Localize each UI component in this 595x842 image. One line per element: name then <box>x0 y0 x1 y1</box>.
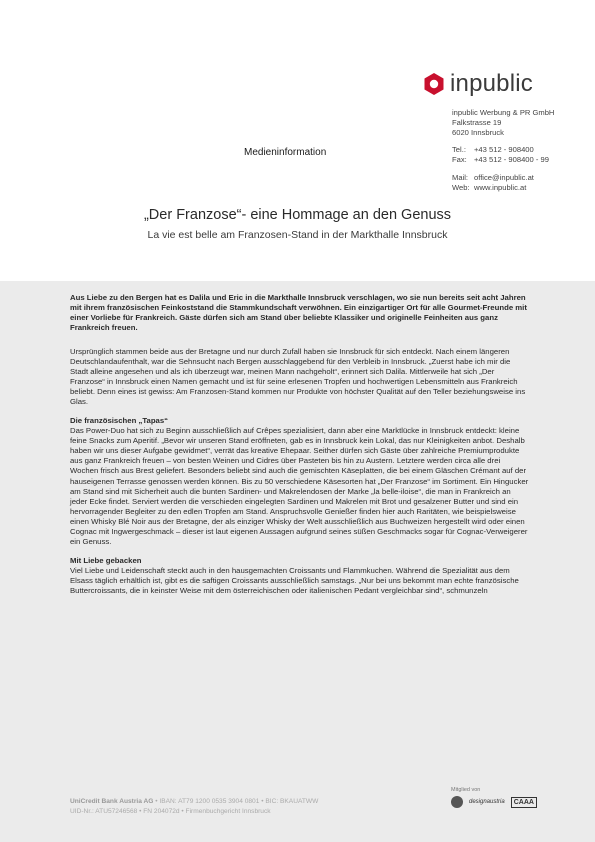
city: 6020 Innsbruck <box>452 127 504 137</box>
designaustria-logo: designaustria <box>469 799 505 805</box>
web-label: Web: <box>452 182 470 192</box>
page-subtitle: La vie est belle am Franzosen-Stand in der Markthalle Innsbruck <box>147 229 448 241</box>
inpublic-logo <box>422 72 533 96</box>
page-title: „Der Franzose“- eine Hommage an den Genuss <box>143 207 452 223</box>
company-name: inpublic Werbung & PR GmbH <box>452 108 555 117</box>
bank-details: • IBAN: AT79 1200 0535 3904 0801 • BIC: BKAUATWW <box>155 798 319 805</box>
member-label: Mitglied von <box>451 787 481 793</box>
mail-label: Mail: <box>452 172 469 182</box>
web-row <box>452 183 554 193</box>
paragraph-baking: Viel Liebe und Leidenschaft steckt auch in den hausgemachten Croissants und Flammkuchen. Während die Spezialität aus dem Elsass täglich erhältlich ist, gibt es die saftigen Croissants ausschließlich samstags. „Nur bei uns bekommt man echte französische Buttercroissants, die in keinster Weise mit dem österreichischen oder italienischen Pedant vergleichbar sind“, schmunzeln <box>70 565 519 596</box>
tel-row <box>452 145 554 155</box>
paragraph-intro: Ursprünglich stammen beide aus der Bretagne und nur durch Zufall haben sie Innsbruck für sich entdeckt. Nach einem längeren Deutschlandaufenthalt, war die Sehnsucht nach Bergen ausschlaggebend für den Verbleib in Innsbruck. „Zuerst habe ich mir die Stadt alleine angesehen und als ich überzeugt war, meinen Mann nachgeholt“, erinnert sich Dalila. Mittlerweile hat sich „Der Franzose“ in Innsbruck einen Namen gemacht und ist für seine erlesenen Tropfen und hochwertigen Lebensmitteln aus Frankreich beliebt. Denn eines ist gewiss: Am Franzosen-Stand kommen nur Produkte von höchster Qualität auf den Teller beziehungsweise ins Glas. <box>70 346 526 407</box>
tel-label: Tel.: <box>452 145 466 155</box>
street: Falkstrasse 19 <box>452 117 502 127</box>
mail-row <box>452 173 554 183</box>
caaa-logo: CAAA <box>511 797 537 808</box>
paragraph-tapas: Das Power-Duo hat sich zu Beginn ausschließlich auf Crêpes spezialisiert, dann aber eine Marktlücke in Innsbruck entdeckt: kleine feine Snacks zum Aperitif. „Bevor wir unseren Stand eröffneten, gab es in Innsbruck kein Lokal, das nur Kleinigkeiten anbot. Deshalb haben wir uns dieser Aufgabe gewidmet“, verrät das kreative Ehepaar. Seither dürfen sich Gäste über zahlreiche Premiumprodukte aus ganz Frankreich freuen – von besten Weinen und Cidres über Pasteten bis hin zu Austern. Letztere werden circa alle drei Wochen frisch aus Brest geliefert. Besonders beliebt sind auch die gemischten Käseplatten, die bei einem Gläschen Crémant auf der hauseigenen Terrasse genossen werden können. Bis zu 50 verschiedene Käsesorten hat „Der Franzose“ im Sortiment. Ein Hingucker am Stand sind mit Sicherheit auch die bunten Sardinen- und Makrelendosen der Marke „la belle-iloise“, die man in Frankreich an jeder Ecke findet. Serviert werden die verschieden eingelegten Sardinen und Makrelen mit Brot und gesalzener Butter und sind ein hervorragender Begleiter zu den edlen Tropfen am Stand. Anspruchsvolle Genießer finden hier auch Raritäten, wie beispielsweise einen Whisky Blé Noir aus der Bretagne, der als einziger Whisky der Welt ausschließlich aus Buchweizen hergestellt wird oder einen Cognac mit Ingwergeschmack – dieser ist laut eigenen Aussagen aufgrund seines süßen Geschmacks sogar für Cognac-Verweigerer ein Genuss. <box>70 425 529 547</box>
document-type: Medieninformation <box>244 147 327 158</box>
membership-block <box>451 787 537 808</box>
fax-label: Fax: <box>452 155 467 165</box>
section-heading-tapas: Die französischen „Tapas“ <box>70 415 169 425</box>
fax-value: +43 512 - 908400 - 99 <box>474 155 549 165</box>
uid-line: UID-Nr.: ATU57246568 • FN 204072d • Firmenbuchgericht Innsbruck <box>70 807 271 815</box>
contact-block <box>452 108 554 193</box>
web-link[interactable]: www.inpublic.at <box>474 182 527 192</box>
lead-paragraph: Aus Liebe zu den Bergen hat es Dalila und Eric in die Markthalle Innsbruck verschlagen, wo sie nun bereits seit acht Jahren mit ihrem französischen Feinkoststand die Stammkundschaft verwöhnen. Ein einzigartiger Ort für alle Gourmet-Freunde mit einer Vorliebe für Frankreich. Gäste dürfen sich am Stand über beliebte Klassiker und originelle Feinheiten aus ganz Frankreich freuen. <box>70 293 527 333</box>
bank-name: UniCredit Bank Austria AG <box>70 798 154 805</box>
section-heading-baking: Mit Liebe gebacken <box>70 555 142 565</box>
member-badge-icon <box>451 796 463 808</box>
mail-link[interactable]: office@inpublic.at <box>474 172 534 182</box>
fax-row <box>452 155 554 165</box>
footer-bank-info <box>70 797 318 816</box>
inpublic-logo-icon <box>422 72 446 96</box>
tel-value: +43 512 - 908400 <box>474 145 534 155</box>
logo-wordmark: inpublic <box>450 70 533 97</box>
article-body <box>70 293 530 604</box>
